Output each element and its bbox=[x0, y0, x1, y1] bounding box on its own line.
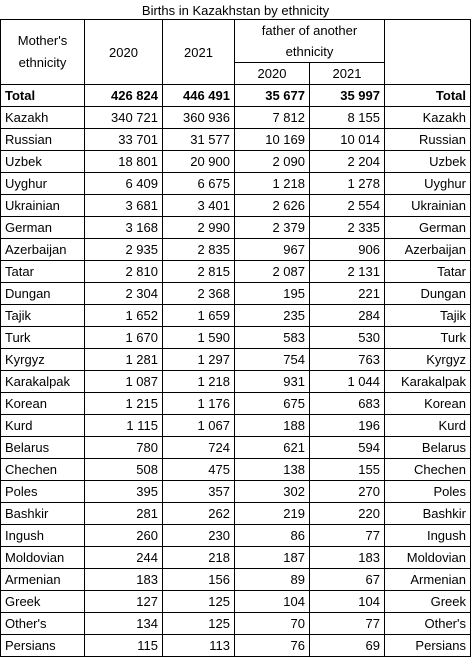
table-row bbox=[1, 525, 471, 547]
father-other-2020-cell[interactable]: 1 218 bbox=[235, 173, 310, 195]
mother-ethnicity-cell[interactable]: Korean bbox=[1, 393, 85, 415]
father-2021-header[interactable]: 2021 bbox=[310, 63, 385, 85]
births-2021-cell[interactable]: 125 bbox=[163, 591, 235, 613]
mother-ethnicity-cell[interactable]: Persians bbox=[1, 635, 85, 657]
table-row bbox=[1, 481, 471, 503]
father-other-2020-cell[interactable]: 10 169 bbox=[235, 129, 310, 151]
mother-ethnicity-cell[interactable]: Tajik bbox=[1, 305, 85, 327]
father-other-2020-cell[interactable]: 621 bbox=[235, 437, 310, 459]
ethnicity-label-right-cell[interactable]: Chechen bbox=[385, 459, 471, 481]
births-2020-cell[interactable]: 508 bbox=[85, 459, 163, 481]
father-other-2020-cell[interactable]: 754 bbox=[235, 349, 310, 371]
births-2020-cell[interactable]: 2 304 bbox=[85, 283, 163, 305]
father-2020-header[interactable]: 2020 bbox=[235, 63, 310, 85]
births-2020-cell[interactable]: 6 409 bbox=[85, 173, 163, 195]
ethnicity-label-right-cell[interactable]: Korean bbox=[385, 393, 471, 415]
table-row bbox=[1, 415, 471, 437]
father-other-2021-cell[interactable]: 35 997 bbox=[310, 85, 385, 107]
births-2021-cell[interactable]: 156 bbox=[163, 569, 235, 591]
births-2020-cell[interactable]: 260 bbox=[85, 525, 163, 547]
empty-header-cell[interactable] bbox=[385, 20, 471, 85]
table-row bbox=[1, 459, 471, 481]
ethnicity-label-right-cell[interactable]: Kazakh bbox=[385, 107, 471, 129]
father-other-2020-cell[interactable]: 2 090 bbox=[235, 151, 310, 173]
table-row bbox=[1, 151, 471, 173]
table-row bbox=[1, 393, 471, 415]
ethnicity-label-right-cell[interactable]: Belarus bbox=[385, 437, 471, 459]
births-2021-cell[interactable]: 3 401 bbox=[163, 195, 235, 217]
ethnicity-label-right-cell[interactable]: Tajik bbox=[385, 305, 471, 327]
births-2020-cell[interactable]: 127 bbox=[85, 591, 163, 613]
ethnicity-label-right-cell[interactable]: Moldovian bbox=[385, 547, 471, 569]
table-row bbox=[1, 437, 471, 459]
births-table bbox=[0, 19, 471, 657]
mother-ethnicity-cell[interactable]: Greek bbox=[1, 591, 85, 613]
father-other-2021-cell[interactable]: 2 204 bbox=[310, 151, 385, 173]
births-2020-cell[interactable]: 3 681 bbox=[85, 195, 163, 217]
mother-ethnicity-cell[interactable]: Belarus bbox=[1, 437, 85, 459]
births-2021-cell[interactable]: 113 bbox=[163, 635, 235, 657]
father-other-2021-cell[interactable]: 183 bbox=[310, 547, 385, 569]
table-body bbox=[1, 85, 471, 657]
father-other-2020-cell[interactable]: 967 bbox=[235, 239, 310, 261]
births-2021-cell[interactable]: 2 835 bbox=[163, 239, 235, 261]
father-other-2020-cell[interactable]: 138 bbox=[235, 459, 310, 481]
mother-ethnicity-header[interactable] bbox=[1, 20, 85, 85]
mother-ethnicity-cell[interactable]: Turk bbox=[1, 327, 85, 349]
table-row bbox=[1, 635, 471, 657]
ethnicity-label-right-cell[interactable]: Uyghur bbox=[385, 173, 471, 195]
births-2020-cell[interactable]: 115 bbox=[85, 635, 163, 657]
mother-ethnicity-cell[interactable]: Tatar bbox=[1, 261, 85, 283]
mother-ethnicity-cell[interactable]: Dungan bbox=[1, 283, 85, 305]
table-row bbox=[1, 371, 471, 393]
mother-ethnicity-cell[interactable]: Total bbox=[1, 85, 85, 107]
father-other-2020-cell[interactable]: 188 bbox=[235, 415, 310, 437]
mother-header-line1: Mother's bbox=[17, 33, 68, 48]
father-other-2021-cell[interactable]: 270 bbox=[310, 481, 385, 503]
births-2020-cell[interactable]: 281 bbox=[85, 503, 163, 525]
births-2021-cell[interactable]: 125 bbox=[163, 613, 235, 635]
father-other-2020-cell[interactable]: 89 bbox=[235, 569, 310, 591]
table-row bbox=[1, 613, 471, 635]
births-2021-cell[interactable]: 262 bbox=[163, 503, 235, 525]
father-other-2021-cell[interactable]: 1 044 bbox=[310, 371, 385, 393]
births-2021-cell[interactable]: 2 815 bbox=[163, 261, 235, 283]
ethnicity-label-right-cell[interactable]: Armenian bbox=[385, 569, 471, 591]
ethnicity-label-right-cell[interactable]: Kurd bbox=[385, 415, 471, 437]
father-other-2020-cell[interactable]: 104 bbox=[235, 591, 310, 613]
table-row bbox=[1, 305, 471, 327]
births-2021-cell[interactable]: 360 936 bbox=[163, 107, 235, 129]
father-other-2020-cell[interactable]: 2 626 bbox=[235, 195, 310, 217]
mother-ethnicity-cell[interactable]: Moldovian bbox=[1, 547, 85, 569]
births-2020-cell[interactable]: 780 bbox=[85, 437, 163, 459]
ethnicity-label-right-cell[interactable]: Other's bbox=[385, 613, 471, 635]
father-other-2021-cell[interactable]: 2 554 bbox=[310, 195, 385, 217]
births-2021-cell[interactable]: 1 297 bbox=[163, 349, 235, 371]
mother-ethnicity-cell[interactable]: Ukrainian bbox=[1, 195, 85, 217]
births-2021-cell[interactable]: 6 675 bbox=[163, 173, 235, 195]
mother-ethnicity-cell[interactable]: Ingush bbox=[1, 525, 85, 547]
table-title: Births in Kazakhstan by ethnicity bbox=[141, 3, 330, 18]
births-2021-cell[interactable]: 1 659 bbox=[163, 305, 235, 327]
table-row bbox=[1, 195, 471, 217]
ethnicity-label-right-cell[interactable]: Ingush bbox=[385, 525, 471, 547]
ethnicity-label-right-cell[interactable]: Turk bbox=[385, 327, 471, 349]
ethnicity-label-right-cell[interactable]: German bbox=[385, 217, 471, 239]
ethnicity-label-right-cell[interactable]: Azerbaijan bbox=[385, 239, 471, 261]
father-other-2021-cell[interactable]: 2 131 bbox=[310, 261, 385, 283]
births-2020-cell[interactable]: 395 bbox=[85, 481, 163, 503]
father-other-2020-cell[interactable]: 86 bbox=[235, 525, 310, 547]
births-2020-cell[interactable]: 3 168 bbox=[85, 217, 163, 239]
father-other-2021-cell[interactable]: 220 bbox=[310, 503, 385, 525]
total-row bbox=[1, 85, 471, 107]
births-2020-cell[interactable]: 134 bbox=[85, 613, 163, 635]
ethnicity-label-right-cell[interactable]: Bashkir bbox=[385, 503, 471, 525]
mother-ethnicity-cell[interactable]: Chechen bbox=[1, 459, 85, 481]
births-2021-cell[interactable]: 1 590 bbox=[163, 327, 235, 349]
year-2021-header[interactable]: 2021 bbox=[163, 20, 235, 85]
table-row bbox=[1, 173, 471, 195]
mother-ethnicity-cell[interactable]: Azerbaijan bbox=[1, 239, 85, 261]
father-other-2020-cell[interactable]: 2 087 bbox=[235, 261, 310, 283]
father-other-2021-cell[interactable]: 594 bbox=[310, 437, 385, 459]
ethnicity-label-right-cell[interactable]: Dungan bbox=[385, 283, 471, 305]
mother-ethnicity-cell[interactable]: Kurd bbox=[1, 415, 85, 437]
ethnicity-label-right-cell[interactable]: Karakalpak bbox=[385, 371, 471, 393]
father-other-2021-cell[interactable]: 284 bbox=[310, 305, 385, 327]
father-other-2021-cell[interactable]: 196 bbox=[310, 415, 385, 437]
father-other-2021-cell[interactable]: 2 335 bbox=[310, 217, 385, 239]
father-other-2020-cell[interactable]: 583 bbox=[235, 327, 310, 349]
births-2021-cell[interactable]: 1 176 bbox=[163, 393, 235, 415]
births-2020-cell[interactable]: 1 087 bbox=[85, 371, 163, 393]
table-row bbox=[1, 283, 471, 305]
ethnicity-label-right-cell[interactable]: Tatar bbox=[385, 261, 471, 283]
father-other-2021-cell[interactable]: 1 278 bbox=[310, 173, 385, 195]
mother-ethnicity-cell[interactable]: Armenian bbox=[1, 569, 85, 591]
table-row bbox=[1, 239, 471, 261]
ethnicity-label-right-cell[interactable]: Persians bbox=[385, 635, 471, 657]
father-other-2020-cell[interactable]: 70 bbox=[235, 613, 310, 635]
father-header-line1: father of another bbox=[261, 23, 358, 38]
table-row bbox=[1, 503, 471, 525]
mother-ethnicity-cell[interactable]: Karakalpak bbox=[1, 371, 85, 393]
births-2021-cell[interactable]: 446 491 bbox=[163, 85, 235, 107]
mother-ethnicity-cell[interactable]: Bashkir bbox=[1, 503, 85, 525]
table-row bbox=[1, 349, 471, 371]
births-2021-cell[interactable]: 724 bbox=[163, 437, 235, 459]
father-other-2020-cell[interactable]: 35 677 bbox=[235, 85, 310, 107]
father-other-2020-cell[interactable]: 302 bbox=[235, 481, 310, 503]
father-header-line2: ethnicity bbox=[285, 44, 334, 59]
father-other-2020-cell[interactable]: 931 bbox=[235, 371, 310, 393]
table-row bbox=[1, 217, 471, 239]
table-row bbox=[1, 327, 471, 349]
births-2020-cell[interactable]: 2 935 bbox=[85, 239, 163, 261]
births-2021-cell[interactable]: 2 990 bbox=[163, 217, 235, 239]
births-2021-cell[interactable]: 475 bbox=[163, 459, 235, 481]
births-2020-cell[interactable]: 426 824 bbox=[85, 85, 163, 107]
table-row bbox=[1, 129, 471, 151]
father-another-ethnicity-header[interactable] bbox=[235, 20, 385, 63]
father-other-2020-cell[interactable]: 235 bbox=[235, 305, 310, 327]
father-other-2021-cell[interactable]: 69 bbox=[310, 635, 385, 657]
mother-ethnicity-cell[interactable]: Uzbek bbox=[1, 151, 85, 173]
births-2020-cell[interactable]: 1 652 bbox=[85, 305, 163, 327]
mother-ethnicity-cell[interactable]: Kyrgyz bbox=[1, 349, 85, 371]
table-row bbox=[1, 107, 471, 129]
births-2021-cell[interactable]: 230 bbox=[163, 525, 235, 547]
births-2020-cell[interactable]: 18 801 bbox=[85, 151, 163, 173]
births-2020-cell[interactable]: 1 281 bbox=[85, 349, 163, 371]
father-other-2021-cell[interactable]: 763 bbox=[310, 349, 385, 371]
births-2021-cell[interactable]: 2 368 bbox=[163, 283, 235, 305]
father-other-2021-cell[interactable]: 221 bbox=[310, 283, 385, 305]
births-2021-cell[interactable]: 1 067 bbox=[163, 415, 235, 437]
father-other-2020-cell[interactable]: 76 bbox=[235, 635, 310, 657]
father-other-2020-cell[interactable]: 2 379 bbox=[235, 217, 310, 239]
table-row bbox=[1, 261, 471, 283]
ethnicity-label-right-cell[interactable]: Uzbek bbox=[385, 151, 471, 173]
mother-ethnicity-cell[interactable]: Other's bbox=[1, 613, 85, 635]
father-other-2020-cell[interactable]: 187 bbox=[235, 547, 310, 569]
father-other-2021-cell[interactable]: 155 bbox=[310, 459, 385, 481]
father-other-2021-cell[interactable]: 906 bbox=[310, 239, 385, 261]
births-2020-cell[interactable]: 1 115 bbox=[85, 415, 163, 437]
father-other-2021-cell[interactable]: 77 bbox=[310, 525, 385, 547]
father-other-2020-cell[interactable]: 675 bbox=[235, 393, 310, 415]
father-other-2021-cell[interactable]: 530 bbox=[310, 327, 385, 349]
births-2020-cell[interactable]: 244 bbox=[85, 547, 163, 569]
births-2020-cell[interactable]: 33 701 bbox=[85, 129, 163, 151]
births-2021-cell[interactable]: 1 218 bbox=[163, 371, 235, 393]
table-row bbox=[1, 591, 471, 613]
ethnicity-label-right-cell[interactable]: Total bbox=[385, 85, 471, 107]
mother-ethnicity-cell[interactable]: Russian bbox=[1, 129, 85, 151]
father-other-2021-cell[interactable]: 77 bbox=[310, 613, 385, 635]
table-row bbox=[1, 569, 471, 591]
father-other-2021-cell[interactable]: 8 155 bbox=[310, 107, 385, 129]
mother-ethnicity-cell[interactable]: Kazakh bbox=[1, 107, 85, 129]
father-other-2021-cell[interactable]: 104 bbox=[310, 591, 385, 613]
ethnicity-label-right-cell[interactable]: Kyrgyz bbox=[385, 349, 471, 371]
ethnicity-label-right-cell[interactable]: Poles bbox=[385, 481, 471, 503]
births-2020-cell[interactable]: 1 215 bbox=[85, 393, 163, 415]
births-2021-cell[interactable]: 218 bbox=[163, 547, 235, 569]
table-row bbox=[1, 547, 471, 569]
births-2021-cell[interactable]: 20 900 bbox=[163, 151, 235, 173]
mother-ethnicity-cell[interactable]: Uyghur bbox=[1, 173, 85, 195]
births-2020-cell[interactable]: 183 bbox=[85, 569, 163, 591]
father-other-2021-cell[interactable]: 10 014 bbox=[310, 129, 385, 151]
births-2020-cell[interactable]: 1 670 bbox=[85, 327, 163, 349]
father-other-2020-cell[interactable]: 195 bbox=[235, 283, 310, 305]
mother-ethnicity-cell[interactable]: German bbox=[1, 217, 85, 239]
year-2020-header[interactable]: 2020 bbox=[85, 20, 163, 85]
births-2020-cell[interactable]: 2 810 bbox=[85, 261, 163, 283]
mother-header-line2: ethnicity bbox=[18, 55, 67, 70]
births-2020-cell[interactable]: 340 721 bbox=[85, 107, 163, 129]
ethnicity-label-right-cell[interactable]: Russian bbox=[385, 129, 471, 151]
births-2021-cell[interactable]: 31 577 bbox=[163, 129, 235, 151]
ethnicity-label-right-cell[interactable]: Ukrainian bbox=[385, 195, 471, 217]
mother-ethnicity-cell[interactable]: Poles bbox=[1, 481, 85, 503]
father-other-2021-cell[interactable]: 67 bbox=[310, 569, 385, 591]
father-other-2020-cell[interactable]: 219 bbox=[235, 503, 310, 525]
ethnicity-label-right-cell[interactable]: Greek bbox=[385, 591, 471, 613]
births-2021-cell[interactable]: 357 bbox=[163, 481, 235, 503]
father-other-2021-cell[interactable]: 683 bbox=[310, 393, 385, 415]
father-other-2020-cell[interactable]: 7 812 bbox=[235, 107, 310, 129]
